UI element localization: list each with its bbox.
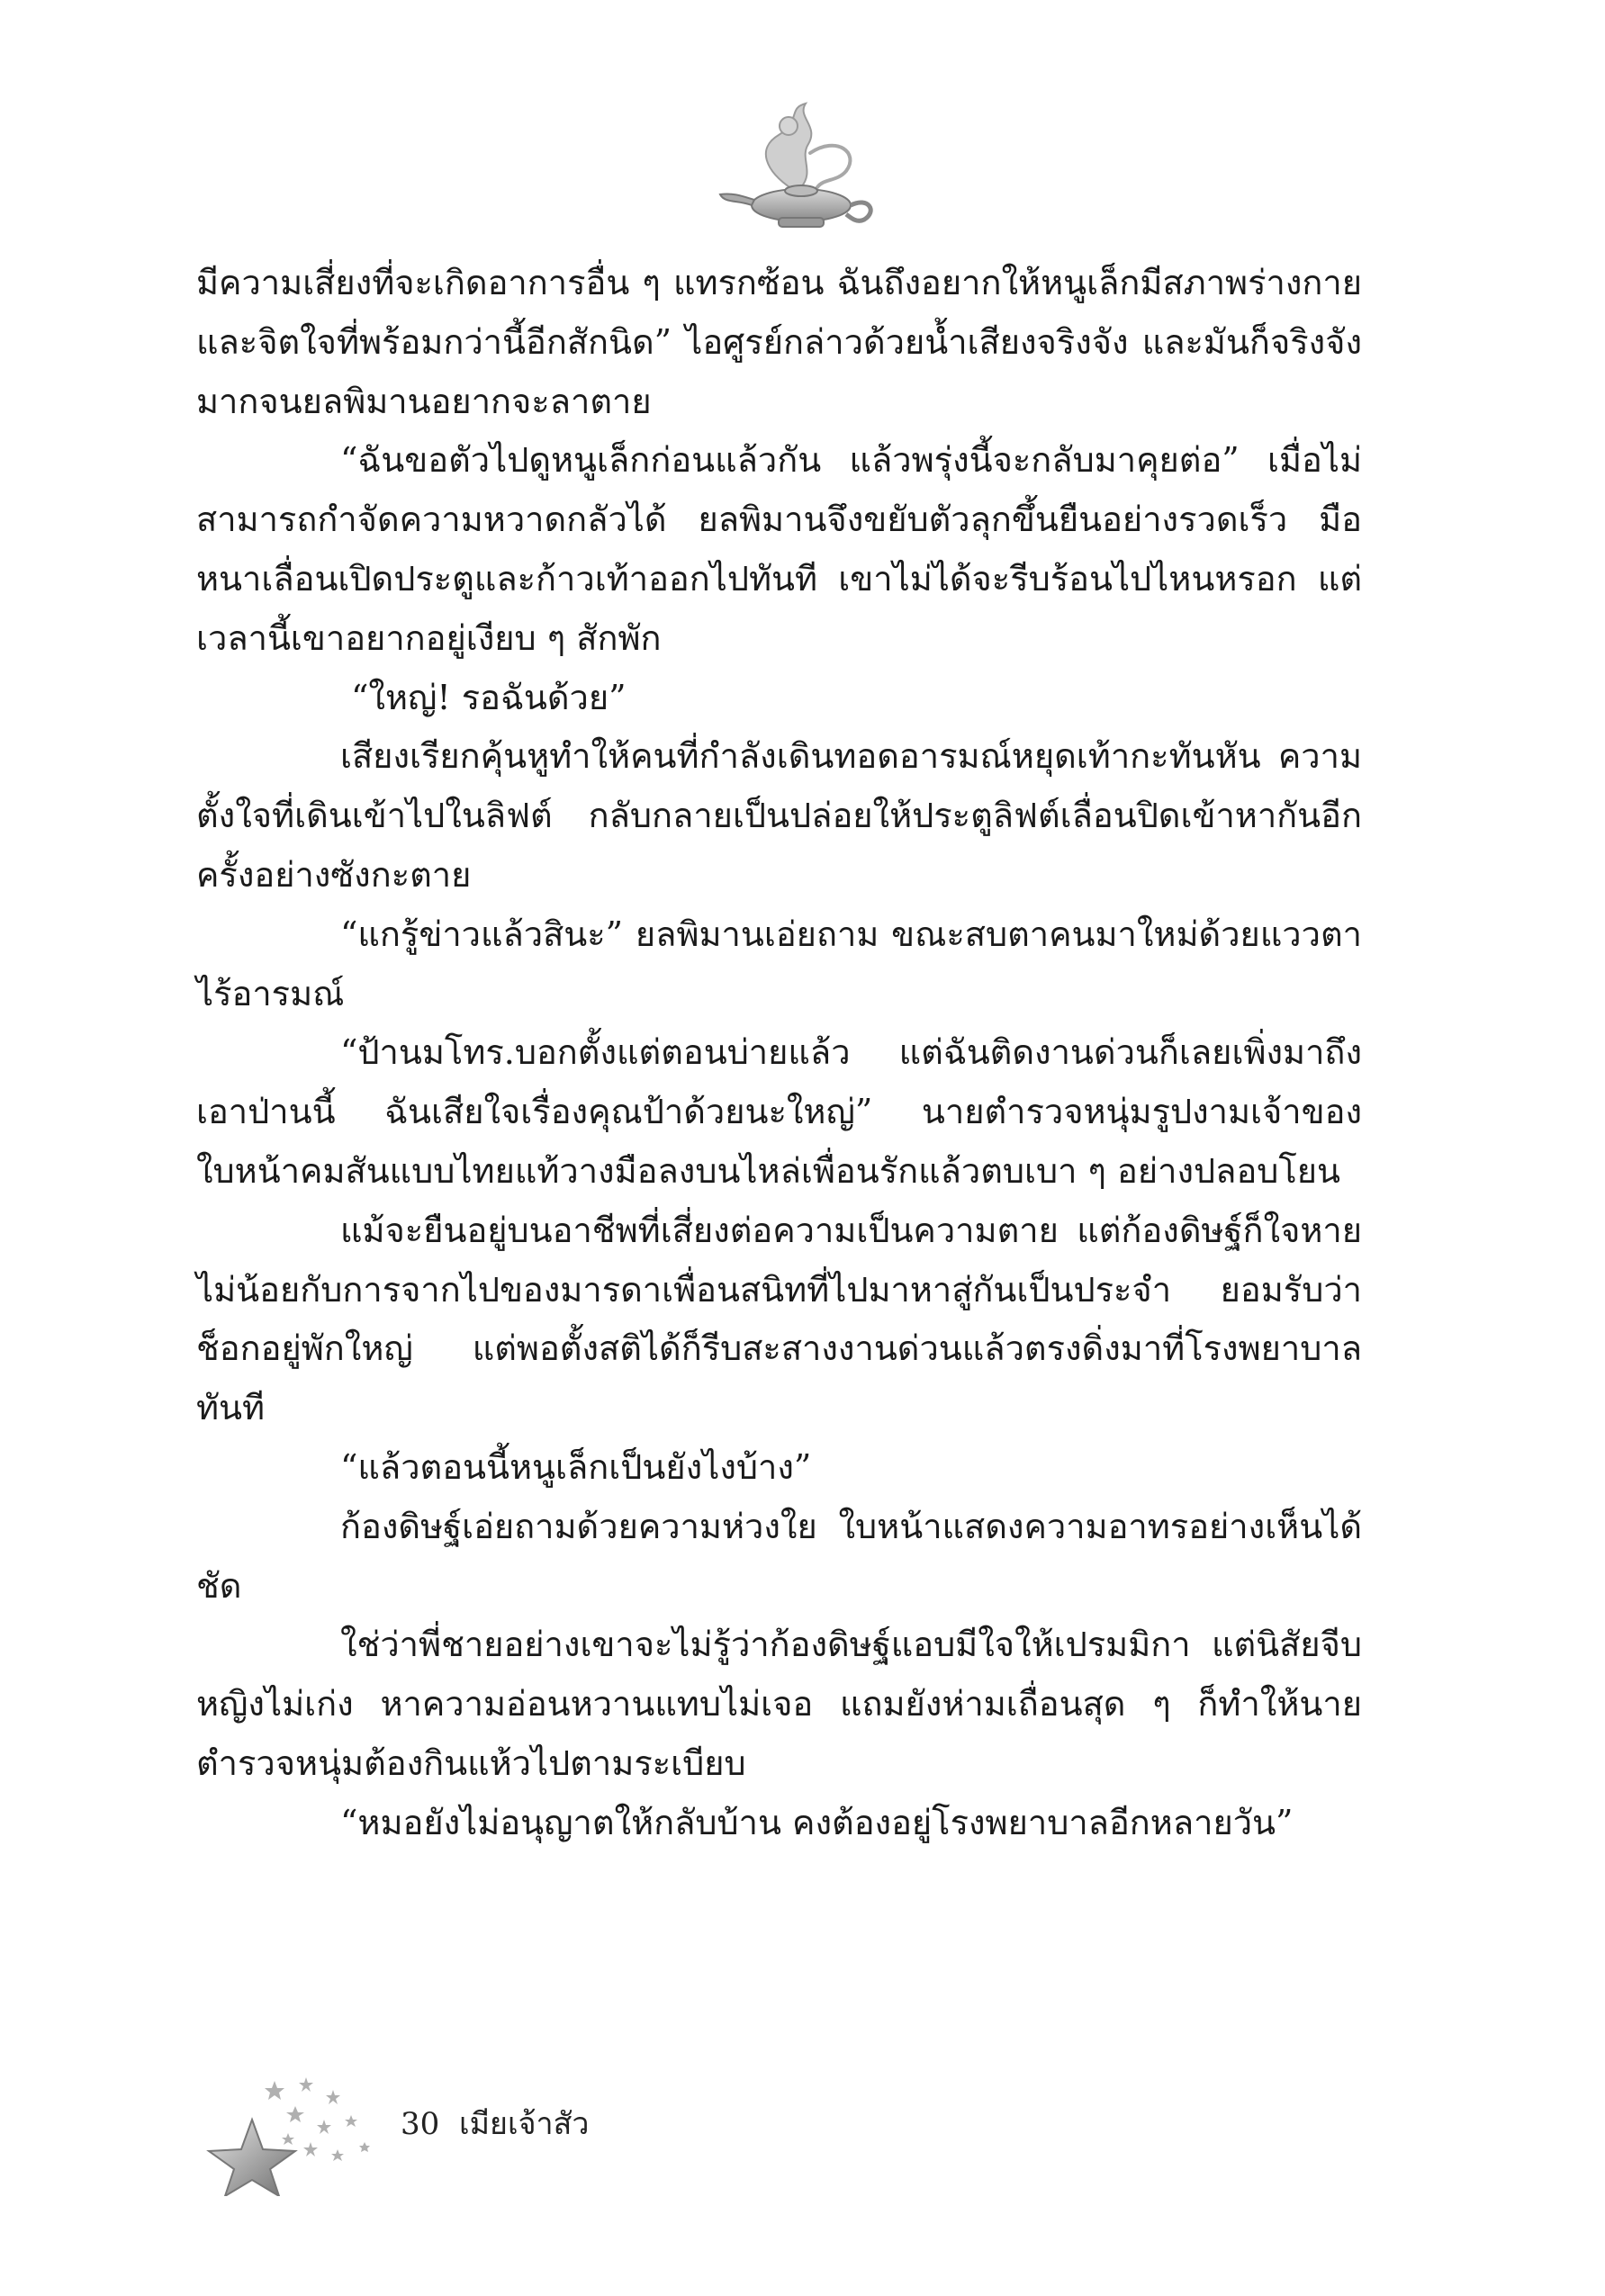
- body-text: [196, 254, 1362, 2036]
- paragraph: ใช่ว่าพี่ชายอย่างเขาจะไม่รู้ว่าก้องดิษฐ์แอบมีใจให้เปรมมิกา แต่นิสัยจีบหญิงไม่เก่ง หาความอ่อนหวานแทบไม่เจอ แถมยังห่ามเถื่อนสุด ๆ ก็ทำให้นายตำรวจหนุ่มต้องกินแห้วไปตามระเบียบ: [196, 1625, 1362, 1783]
- paragraph: แม้จะยืนอยู่บนอาชีพที่เสี่ยงต่อความเป็นความตาย แต่ก้องดิษฐ์ก็ใจหายไม่น้อยกับการจากไปของมารดาเพื่อนสนิทที่ไปมาหาสู่กันเป็นประจำ ยอมรับว่าช็อกอยู่พักใหญ่ แต่พอตั้งสติได้ก็รีบสะสางงานด่วนแล้วตรงดิ่งมาที่โรงพยาบาลทันที: [196, 1210, 1362, 1428]
- page-number: 30: [401, 2106, 440, 2142]
- page-footer: [189, 2070, 657, 2196]
- paragraph: เสียงเรียกคุ้นหูทำให้คนที่กำลังเดินทอดอารมณ์หยุดเท้ากะทันหัน ความตั้งใจที่เดินเข้าไปในลิฟต์ กลับกลายเป็นปล่อยให้ประตูลิฟต์เลื่อนปิดเข้าหากันอีกครั้งอย่างซังกะตาย: [196, 736, 1362, 895]
- stars-icon: [189, 2070, 383, 2196]
- paragraph: “ใหญ่! รอฉันด้วย”: [351, 677, 627, 717]
- genie-lamp-icon: [702, 99, 891, 234]
- book-title: เมียเจ้าสัว: [459, 2106, 590, 2142]
- paragraph: “ป้านมโทร.บอกตั้งแต่ตอนบ่ายแล้ว แต่ฉันติดงานด่วนก็เลยเพิ่งมาถึงเอาป่านนี้ ฉันเสียใจเรื่องคุณป้าด้วยนะใหญ่” นายตำรวจหนุ่มรูปงามเจ้าของใบหน้าคมสันแบบไทยแท้วางมือลงบนไหล่เพื่อนรักแล้วตบเบา ๆ อย่างปลอบโยน: [196, 1032, 1362, 1191]
- paragraph: ก้องดิษฐ์เอ่ยถามด้วยความห่วงใย ใบหน้าแสดงความอาทรอย่างเห็นได้ชัด: [196, 1506, 1362, 1606]
- paragraph: มีความเสี่ยงที่จะเกิดอาการอื่น ๆ แทรกซ้อน ฉันถึงอยากให้หนูเล็กมีสภาพร่างกายและจิตใจที่พร้อมกว่านี้อีกสักนิด” ไอศูรย์กล่าวด้วยน้ำเสียงจริงจัง และมันก็จริงจังมากจนยลพิมานอยากจะลาตาย: [196, 263, 1362, 421]
- paragraph: “หมอยังไม่อนุญาตให้กลับบ้าน คงต้องอยู่โรงพยาบาลอีกหลายวัน”: [340, 1802, 1294, 1842]
- paragraph: “ฉันขอตัวไปดูหนูเล็กก่อนแล้วกัน แล้วพรุ่งนี้จะกลับมาคุยต่อ” เมื่อไม่สามารถกำจัดความหวาดกลัวได้ ยลพิมานจึงขยับตัวลุกขึ้นยืนอย่างรวดเร็ว มือหนาเลื่อนเปิดประตูและก้าวเท้าออกไปทันที เขาไม่ได้จะรีบร้อนไปไหนหรอก แต่เวลานี้เขาอยากอยู่เงียบ ๆ สักพัก: [196, 440, 1362, 658]
- paragraph: “แล้วตอนนี้หนูเล็กเป็นยังไงบ้าง”: [340, 1446, 812, 1487]
- paragraph: “แกรู้ข่าวแล้วสินะ” ยลพิมานเอ่ยถาม ขณะสบตาคนมาใหม่ด้วยแววตาไร้อารมณ์: [196, 914, 1362, 1013]
